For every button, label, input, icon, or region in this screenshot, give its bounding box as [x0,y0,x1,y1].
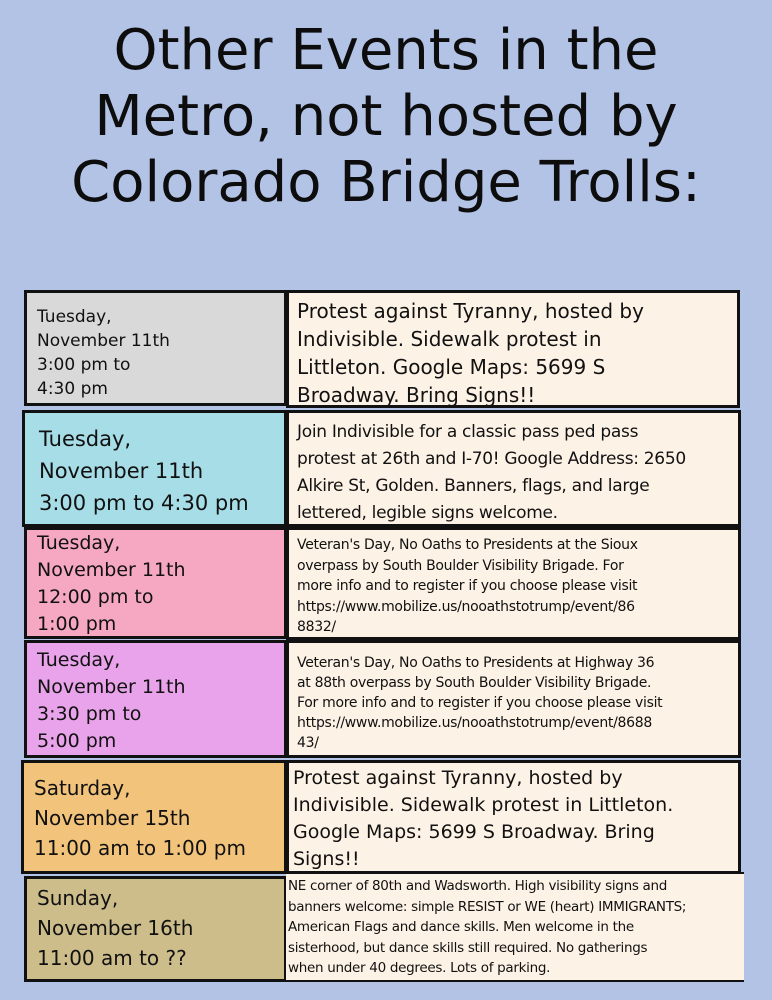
event-5-date-line: November 15th [34,806,191,830]
event-6-desc-line: when under 40 degrees. Lots of parking. [288,960,551,976]
event-2-date-line: November 11th [39,459,204,483]
event-6-description-cell [286,872,744,982]
event-6-date-line: Sunday, [37,886,119,910]
event-4-desc-line: Veteran's Day, No Oaths to Presidents at Highway 36 [297,655,655,671]
event-2-date-line: Tuesday, [39,427,132,451]
event-6-desc-line: NE corner of 80th and Wadsworth. High visibility signs and [288,878,668,894]
event-4-desc-line: at 88th overpass by South Boulder Visibility Brigade. [297,675,652,691]
event-2-desc-line: lettered, legible signs welcome. [297,503,558,523]
event-4-date-cell [24,640,287,758]
event-1-desc-line: Littleton. Google Maps: 5699 S [297,355,606,379]
event-5-date-line: 11:00 am to 1:00 pm [34,836,246,860]
event-2-description-cell [286,410,741,527]
event-2-date-line: 3:00 pm to 4:30 pm [39,491,249,515]
event-1-date-line: 4:30 pm [37,379,108,399]
event-3-date-line: Tuesday, [37,532,121,554]
event-5-date-cell [21,760,287,874]
event-3-description-cell [286,527,741,640]
event-4-desc-line: 43/ [297,735,319,751]
event-1-description-cell [286,290,740,408]
event-3-desc-line: overpass by South Boulder Visibility Brigade. For [297,557,624,574]
event-1-desc-line: Protest against Tyranny, hosted by [297,299,644,323]
title-line-3: Colorado Bridge Trolls: [71,150,701,215]
event-4-date-line: November 11th [37,676,186,698]
event-1-date-cell [24,290,287,406]
event-2-desc-line: Join Indivisible for a classic pass ped pass [297,422,639,442]
event-4-desc-line: https://www.mobilize.us/nooathstotrump/event/8688 [297,715,652,731]
event-3-desc-line: more info and to register if you choose please visit [297,578,638,594]
event-5-description-cell [286,760,741,874]
event-3-date-line: 1:00 pm [37,613,117,635]
event-5-desc-line: Protest against Tyranny, hosted by [293,767,623,789]
event-3-date-line: 12:00 pm to [37,586,154,608]
event-2-desc-line: protest at 26th and I-70! Google Address: 2650 [297,449,686,469]
event-1-date-line: 3:00 pm to [37,355,131,375]
event-3-desc-line: https://www.mobilize.us/nooathstotrump/event/86 [297,598,635,615]
event-4-date-line: 5:00 pm [37,730,117,752]
event-1-date-line: November 11th [37,331,170,351]
event-6-date-cell [24,876,287,982]
event-5-date-line: Saturday, [34,776,131,800]
event-6-date-line: 11:00 am to ?? [37,946,187,970]
event-6-desc-line: banners welcome: simple RESIST or WE (heart) IMMIGRANTS; [288,898,687,915]
event-2-date-cell [22,410,287,527]
event-1-desc-line: Broadway. Bring Signs!! [297,383,536,407]
event-6-desc-line: sisterhood, but dance skills still required. No gatherings [288,939,648,956]
event-1-date-line: Tuesday, [37,307,112,327]
event-3-date-line: November 11th [37,559,186,581]
event-4-description-cell [286,640,741,758]
event-5-desc-line: Indivisible. Sidewalk protest in Littleton. [293,794,674,816]
page-title [0,18,772,216]
event-2-desc-line: Alkire St, Golden. Banners, flags, and large [297,476,650,496]
event-5-desc-line: Signs!! [293,848,360,870]
event-4-date-line: 3:30 pm to [37,703,142,725]
event-3-desc-line: 8832/ [297,619,336,635]
title-line-2: Metro, not hosted by [94,84,678,149]
event-3-date-cell [24,527,287,639]
event-4-date-line: Tuesday, [37,649,121,671]
event-4-desc-line: For more info and to register if you choose please visit [297,695,663,711]
title-line-1: Other Events in the [113,18,659,83]
event-6-desc-line: American Flags and dance skills. Men welcome in the [288,919,634,935]
event-3-desc-line: Veteran's Day, No Oaths to Presidents at the Sioux [297,537,638,553]
event-5-desc-line: Google Maps: 5699 S Broadway. Bring [293,821,655,843]
event-1-desc-line: Indivisible. Sidewalk protest in [297,327,602,351]
event-6-date-line: November 16th [37,916,194,940]
